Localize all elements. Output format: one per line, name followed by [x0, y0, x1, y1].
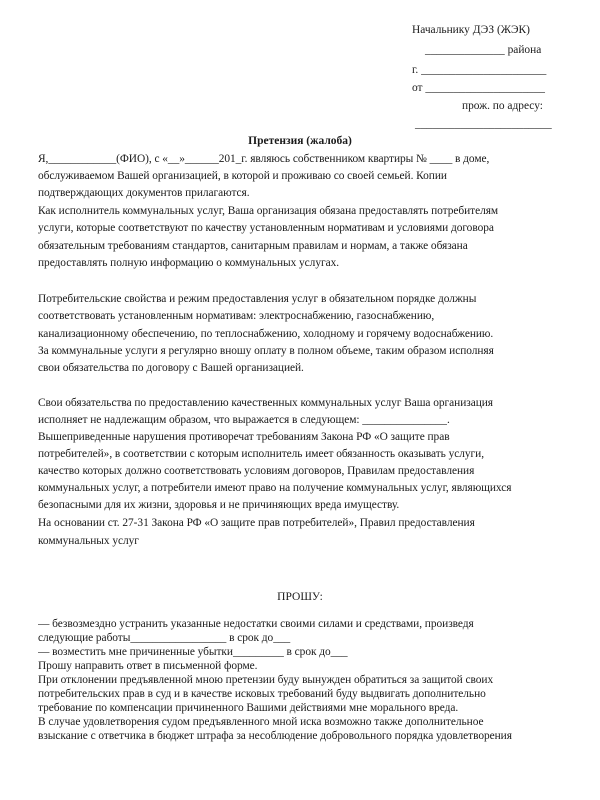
- body-line: Я,____________(ФИО), с «__»______201_г. являюсь собственником квартиры № ____ в доме,: [38, 153, 490, 165]
- request-line: Прошу направить ответ в письменной форме.: [38, 660, 258, 672]
- body-line: За коммунальные услуги я регулярно вношу оплату в полном объеме, таким образом исполняя: [38, 345, 494, 357]
- body-line: качество которых должно соответствовать условиям договоров, Правилам предоставления: [38, 465, 475, 477]
- body-line: свои обязательства по договору с Вашей организацией.: [38, 362, 304, 374]
- request-line: следующие работы_________________ в срок до___: [38, 632, 291, 644]
- body-line: соответствовать установленным нормативам: электроснабжению, газоснабжению,: [38, 310, 435, 322]
- body-line: Вышеприведенные нарушения противоречат требованиям Закона РФ «О защите прав: [38, 431, 450, 443]
- request-line: При отклонении предъявленной мною претензии буду вынужден обратиться за защитой своих: [38, 674, 494, 686]
- body-line: обязательным требованиям стандартов, санитарным правилам и нормам, а также обязана: [38, 240, 468, 252]
- request-heading: ПРОШУ:: [277, 591, 323, 603]
- request-line: — безвозмездно устранить указанные недостатки своими силами и средствами, произведя: [38, 618, 474, 630]
- body-line: подтверждающих документов прилагаются.: [38, 187, 250, 199]
- addressee-line-1: Начальнику ДЭЗ (ЖЭК): [412, 24, 530, 36]
- body-line: На основании ст. 27-31 Закона РФ «О защите прав потребителей», Правил предоставления: [38, 517, 475, 529]
- body-line: потребителей», в соответствии с которым исполнитель имеет обязанность оказывать услуги,: [38, 448, 485, 460]
- addressee-line-3: г. ______________________: [412, 64, 547, 76]
- addressee-line-2: ______________ района: [425, 44, 542, 56]
- body-line: канализационному обеспечению, по теплоснабжению, холодному и горячему водоснабжению.: [38, 328, 494, 340]
- addressee-line-6: ________________________: [415, 118, 552, 130]
- document-title: Претензия (жалоба): [248, 135, 352, 147]
- request-line: потребительских прав в суд и в качестве исковых требований буду выдвигать дополнительно: [38, 688, 486, 700]
- body-line: обслуживаемом Вашей организацией, в которой и проживаю со своей семьей. Копии: [38, 170, 447, 182]
- body-line: Как исполнитель коммунальных услуг, Ваша организация обязана предоставлять потребителям: [38, 205, 499, 217]
- request-line: В случае удовлетворения судом предъявленного мной иска возможно также дополнительное: [38, 716, 484, 728]
- addressee-line-4: от _____________________: [412, 82, 545, 94]
- body-line: безопасными для их жизни, здоровья и не причиняющих вреда имуществу.: [38, 499, 400, 511]
- request-line: требование по компенсации причиненного Вашими действиями мне морального вреда.: [38, 702, 459, 714]
- request-line: взыскание с ответчика в бюджет штрафа за несоблюдение добровольного порядка удовлетворения: [38, 730, 512, 742]
- body-line: коммунальных услуг, а потребители имеют право на получение коммунальных услуг, являющихся: [38, 482, 512, 494]
- body-line: предоставлять полную информацию о коммунальных услугах.: [38, 257, 340, 269]
- body-line: Свои обязательства по предоставлению качественных коммунальных услуг Ваша организация: [38, 397, 493, 409]
- body-line: коммунальных услуг: [38, 535, 139, 547]
- request-line: — возместить мне причиненные убытки_________ в срок до___: [38, 646, 348, 658]
- body-line: Потребительские свойства и режим предоставления услуг в обязательном порядке должны: [38, 293, 477, 305]
- body-line: исполняет не надлежащим образом, что выражается в следующем: _______________.: [38, 414, 450, 426]
- addressee-line-5: прож. по адресу:: [462, 100, 543, 112]
- body-line: услуги, которые соответствуют по качеству установленным нормативам и условиями договора: [38, 222, 494, 234]
